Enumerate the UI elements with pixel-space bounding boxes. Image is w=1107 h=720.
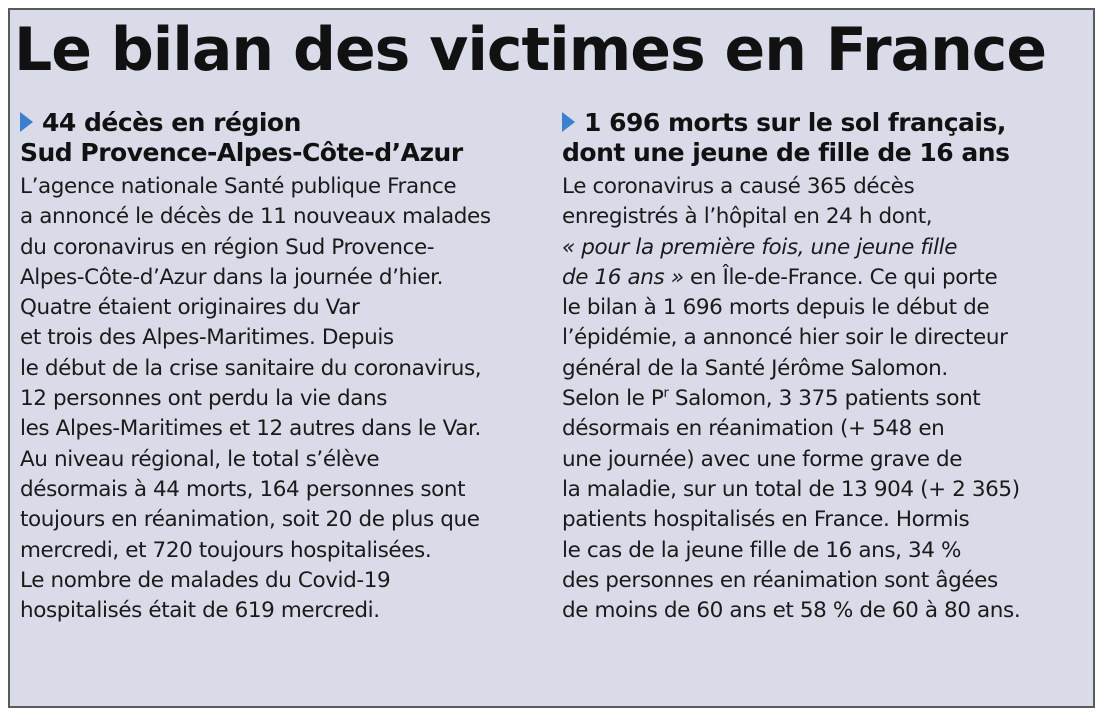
- text-line: une journée) avec une forme grave de: [562, 446, 963, 472]
- text-line: patients hospitalisés en France. Hormis: [562, 507, 970, 533]
- text-line: Quatre étaient originaires du Var: [20, 295, 360, 321]
- left-heading: [20, 108, 540, 168]
- right-body: [562, 172, 1082, 626]
- text-line: des personnes en réanimation sont âgées: [562, 567, 998, 593]
- right-heading-line1: 1 696 morts sur le sol français,: [584, 108, 1006, 137]
- text-fragment: Selon le P: [562, 386, 664, 412]
- text-line: désormais en réanimation (+ 548 en: [562, 416, 945, 442]
- text-line: a annoncé le décès de 11 nouveaux malades: [20, 204, 491, 230]
- left-body: [20, 172, 540, 626]
- right-heading: [562, 108, 1082, 168]
- text-fragment: en Île-de-France. Ce qui porte: [683, 264, 998, 290]
- text-line: Le nombre de malades du Covid-19: [20, 567, 391, 593]
- right-heading-line2: dont une jeune de fille de 16 ans: [562, 138, 1010, 167]
- text-line: mercredi, et 720 toujours hospitalisées.: [20, 537, 432, 563]
- text-line: enregistrés à l’hôpital en 24 h dont,: [562, 204, 933, 230]
- triangle-bullet-icon: [562, 112, 575, 132]
- text-line: toujours en réanimation, soit 20 de plus que: [20, 507, 480, 533]
- text-line: du coronavirus en région Sud Provence-: [20, 234, 435, 260]
- text-line: hospitalisés était de 619 mercredi.: [20, 598, 380, 624]
- text-line: le cas de la jeune fille de 16 ans, 34 %: [562, 537, 962, 563]
- text-line: Le coronavirus a causé 365 décès: [562, 174, 915, 199]
- text-line: de moins de 60 ans et 58 % de 60 à 80 ans.: [562, 598, 1021, 624]
- text-line: 12 personnes ont perdu la vie dans: [20, 386, 388, 412]
- left-column: [20, 108, 540, 626]
- triangle-bullet-icon: [20, 112, 33, 132]
- left-heading-line2: Sud Provence-Alpes-Côte-d’Azur: [20, 138, 463, 167]
- text-fragment: Salomon, 3 375 patients sont: [668, 386, 981, 412]
- text-line: le bilan à 1 696 morts depuis le début de: [562, 295, 990, 321]
- text-line: [562, 384, 1082, 414]
- text-line: et trois des Alpes-Maritimes. Depuis: [20, 325, 394, 351]
- text-line: Au niveau régional, le total s’élève: [20, 446, 380, 472]
- text-line: les Alpes-Maritimes et 12 autres dans le Var.: [20, 416, 481, 442]
- article-title: Le bilan des victimes en France: [14, 15, 1047, 85]
- right-column: [562, 108, 1082, 626]
- text-line: Alpes-Côte-d’Azur dans la journée d’hier.: [20, 264, 444, 290]
- quote-fragment: de 16 ans »: [562, 264, 684, 290]
- text-line: L’agence nationale Santé publique France: [20, 174, 457, 199]
- left-heading-line1: 44 décès en région: [42, 108, 301, 137]
- text-line: l’épidémie, a annoncé hier soir le directeur: [562, 325, 1008, 351]
- text-line: [562, 263, 1082, 293]
- quote-line: « pour la première fois, une jeune fille: [562, 234, 958, 260]
- text-line: général de la Santé Jérôme Salomon.: [562, 355, 948, 381]
- text-line: le début de la crise sanitaire du coronavirus,: [20, 355, 482, 381]
- text-line: désormais à 44 morts, 164 personnes sont: [20, 476, 466, 502]
- text-line: la maladie, sur un total de 13 904 (+ 2 365): [562, 476, 1020, 502]
- superscript: r: [663, 385, 669, 401]
